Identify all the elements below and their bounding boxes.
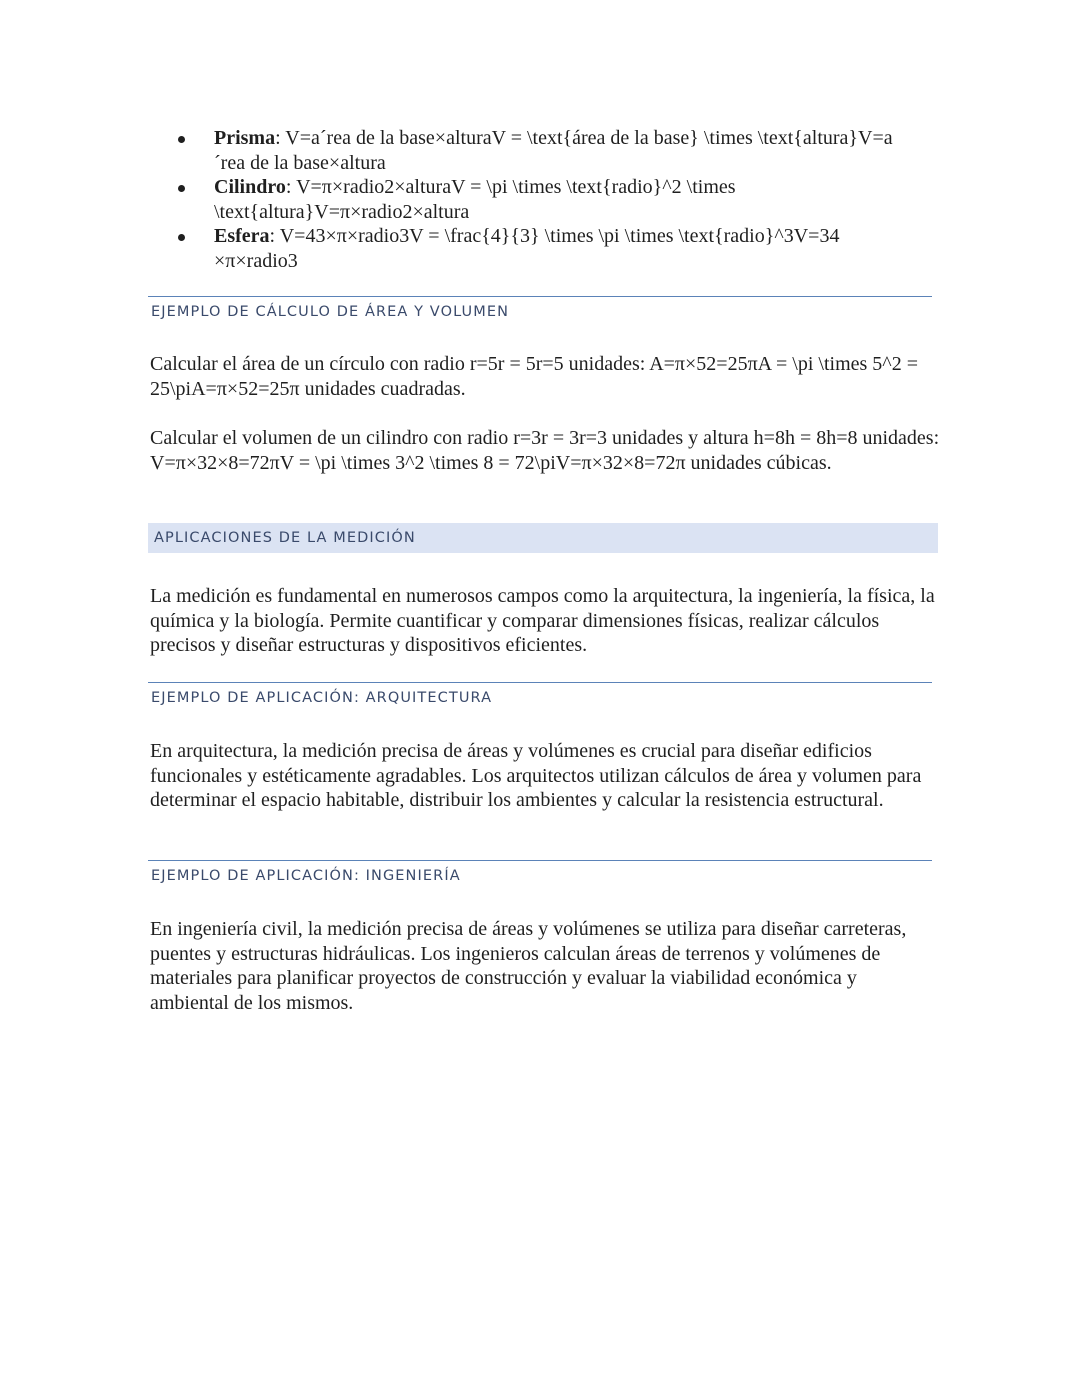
- bullet-icon: [178, 136, 185, 143]
- section-heading-ejemplo-calculo: [148, 296, 932, 320]
- section-heading-ingenieria: [148, 860, 932, 884]
- paragraph-volume-example: Calcular el volumen de un cilindro con radio r=3r = 3r=3 unidades y altura h=8h = 8h=8 unidades: V=π×32×8=72πV = \pi \times 3^2 \times 8 = 72\piV=π×32×8=72π unidades cúbicas.: [150, 427, 940, 474]
- formula-list: [178, 126, 918, 273]
- list-item: [178, 224, 918, 273]
- formula-text: : V=43×π×radio3V = \frac{4}{3} \times \pi \times \text{radio}^3V=34 ×π×radio3: [214, 225, 840, 272]
- bullet-icon: [178, 185, 185, 192]
- formula-name: Esfera: [214, 225, 270, 247]
- formula-name: Cilindro: [214, 176, 286, 198]
- formula-text: : V=a´rea de la base×alturaV = \text{área de la base} \times \text{altura}V=a´rea de la base×altura: [214, 127, 893, 174]
- paragraph-aplicaciones: La medición es fundamental en numerosos campos como la arquitectura, la ingeniería, la física, la química y la biología. Permite cuantificar y comparar dimensiones físicas, realizar cálculos precisos y diseñar estructuras y dispositivos eficientes.: [150, 585, 935, 656]
- heading-text: EJEMPLO DE CÁLCULO DE ÁREA Y VOLUMEN: [151, 304, 510, 320]
- section-heading-arquitectura: [148, 682, 932, 706]
- paragraph-ingenieria: En ingeniería civil, la medición precisa de áreas y volúmenes se utiliza para diseñar carreteras, puentes y estructuras hidráulicas. Los ingenieros calculan áreas de terrenos y volúmenes de materiales para planificar proyectos de construcción y evaluar la viabilidad económica y ambiental de los mismos.: [150, 918, 907, 1014]
- list-item: [178, 126, 918, 175]
- section-heading-aplicaciones: [148, 523, 938, 553]
- formula-name: Prisma: [214, 127, 276, 149]
- list-item: [178, 175, 918, 224]
- formula-text: : V=π×radio2×alturaV = \pi \times \text{radio}^2 \times \text{altura}V=π×radio2×altura: [214, 176, 736, 223]
- bullet-icon: [178, 234, 185, 241]
- paragraph-arquitectura: En arquitectura, la medición precisa de áreas y volúmenes es crucial para diseñar edificios funcionales y estéticamente agradables. Los arquitectos utilizan cálculos de área y volumen para determinar el espacio habitable, distribuir los ambientes y calcular la resistencia estructural.: [150, 740, 922, 811]
- heading-text: EJEMPLO DE APLICACIÓN: ARQUITECTURA: [151, 690, 493, 706]
- paragraph-area-example: Calcular el área de un círculo con radio r=5r = 5r=5 unidades: A=π×52=25πA = \pi \times 5^2 = 25\piA=π×52=25π unidades cuadradas.: [150, 353, 918, 400]
- heading-text: EJEMPLO DE APLICACIÓN: INGENIERÍA: [151, 868, 461, 884]
- heading-text: APLICACIONES DE LA MEDICIÓN: [154, 530, 416, 546]
